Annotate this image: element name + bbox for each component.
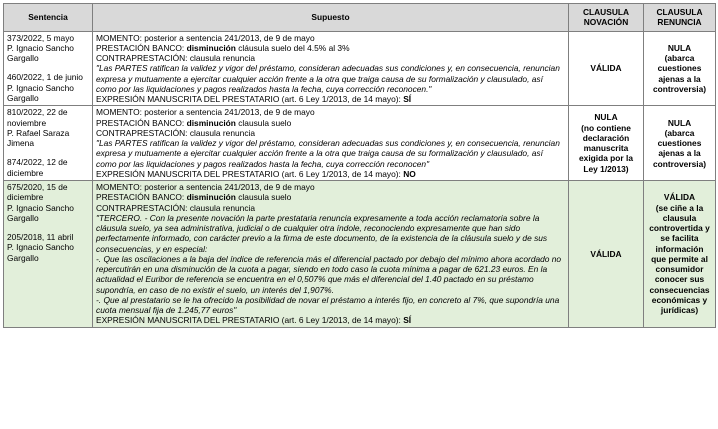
header-supuesto: Supuesto [93, 4, 569, 32]
header-sentencia: Sentencia [4, 4, 93, 32]
novacion-note: (no contiene declaración manuscrita exigida por la Ley 1/2013) [579, 122, 633, 174]
contra-line: CONTRAPRESTACIÓN: clausula renuncia [96, 202, 256, 213]
supuesto-cell [93, 31, 569, 106]
contra-line: CONTRAPRESTACIÓN: clausula renuncia [96, 53, 256, 63]
novacion-cell [569, 31, 644, 106]
renuncia-note: (abarca cuestiones ajenas a la controversia) [652, 53, 707, 94]
ponente: P. Ignacio Sancho Gargallo [7, 202, 74, 223]
ponente: P. Ignacio Sancho Gargallo [7, 242, 74, 263]
sentencia-ref: 460/2022, 1 de junio [7, 72, 83, 83]
clause-quote: "Las PARTES ratifican la validez y vigor del préstamo, consideran adecuadas sus condiciones y, en consecuencia, renuncian expresa y mutuamente a ejercitar cualquier acción frente a la otra que traiga causa de su formalización y clausulado, así como por las liquidaciones y pagos realizados hasta la fecha, cuya corrección reconocen" [96, 138, 560, 169]
clause-quote-point: -. Que las oscilaciones a la baja del índice de referencia más el diferencial pactado por debajo del mínimo ahora acordado no repercutirán en una disminución de la cuota a pagar, siendo en todo caso la cuota mínima a pagar de 621.23 euros. En la actualidad el Euribor de referencia se encuentra en el 0,507% que más el diferencial del 1.40 pactado en su préstamo supondría, en caso de no existir el suelo, un interés del 1,907%. [96, 253, 562, 295]
sentencia-cell [4, 31, 93, 106]
ponente: P. Ignacio Sancho Gargallo [7, 42, 74, 63]
momento-line: MOMENTO: posterior a sentencia 241/2013, de 9 de mayo [96, 32, 315, 43]
expresion-line: EXPRESIÓN MANUSCRITA DEL PRESTATARIO (art. 6 Ley 1/2013, de 14 mayo): SÍ [96, 315, 412, 326]
banco-line: PRESTACIÓN BANCO: disminución clausula suelo [96, 192, 292, 203]
sentencia-cell [4, 106, 93, 181]
ponente: P. Rafael Saraza Jimena [7, 127, 70, 148]
expresion-line: EXPRESIÓN MANUSCRITA DEL PRESTATARIO (art. 6 Ley 1/2013, de 14 mayo): SÍ [96, 94, 412, 104]
momento-line: MOMENTO: posterior a sentencia 241/2013, de 9 de mayo [96, 107, 315, 118]
renuncia-cell [644, 106, 716, 181]
sentencia-cell [4, 181, 93, 328]
contra-line: CONTRAPRESTACIÓN: clausula renuncia [96, 127, 256, 138]
renuncia-verdict: NULA [667, 42, 692, 53]
table-row [4, 181, 716, 328]
sentencia-ref: 205/2018, 11 abril [7, 232, 74, 242]
header-novacion: CLAUSULA NOVACIÓN [569, 4, 644, 32]
sentencia-ref: 675/2020, 15 de diciembre [7, 182, 68, 203]
header-row [4, 4, 716, 32]
novacion-verdict: VÁLIDA [590, 248, 622, 259]
supuesto-cell [93, 181, 569, 328]
table-row [4, 106, 716, 181]
renuncia-note: (abarca cuestiones ajenas a la controversia) [652, 127, 707, 169]
momento-line: MOMENTO: posterior a sentencia 241/2013, de 9 de mayo [96, 182, 315, 192]
sentencia-ref: 874/2022, 12 de diciembre [7, 157, 68, 178]
renuncia-verdict: NULA [667, 117, 692, 128]
renuncia-note: (se ciñe a la clausula controvertida y se facilita información que permite al consumidor conocer sus consecuencias económicas y jurídicas) [649, 202, 710, 315]
banco-line: PRESTACIÓN BANCO: disminución cláusula suelo del 4.5% al 3% [96, 42, 350, 53]
novacion-cell [569, 106, 644, 181]
novacion-verdict: VÁLIDA [590, 63, 622, 74]
header-renuncia: CLAUSULA RENUNCIA [644, 4, 716, 32]
renuncia-cell [644, 181, 716, 328]
sentencia-ref: 373/2022, 5 mayo [7, 32, 75, 43]
clause-quote-point: -. Que al prestatario se le ha ofrecido la posibilidad de novar el préstamo a interés fijo, en concreto al 7%, que supondría una cuota mensual fija de 1.245,77 euros" [96, 294, 560, 315]
supuesto-cell [93, 106, 569, 181]
table-row [4, 31, 716, 106]
novacion-verdict: NULA [594, 112, 618, 123]
clause-quote: "TERCERO. - Con la presente novación la parte prestataria renuncia expresamente a toda acción reclamatoria sobre la cláusula suelo, ya sea administrativa, judicial o de cualquier otra índole, reconociendo expresamente que han sido perfectamente informado, con carácter previo a la firma de este documento, de la existencia de la cláusula suelo y de sus consecuencias, y en especial: [96, 212, 548, 254]
novacion-cell [569, 181, 644, 328]
renuncia-verdict: VÁLIDA [663, 192, 696, 203]
expresion-line: EXPRESIÓN MANUSCRITA DEL PRESTATARIO (art. 6 Ley 1/2013, de 14 mayo): NO [96, 168, 416, 179]
banco-line: PRESTACIÓN BANCO: disminución clausula suelo [96, 117, 292, 128]
jurisprudence-table [3, 3, 716, 328]
sentencia-ref: 810/2022, 22 de noviembre [7, 107, 68, 128]
clause-quote: "Las PARTES ratifican la validez y vigor del préstamo, consideran adecuadas sus condiciones y, en consecuencia, renuncian expresa y mutuamente a ejercitar cualquier acción frente a la otra que traiga causa de su formalización y clausulado, así como por las liquidaciones y pagos realizados hasta la fecha, cuya corrección reconocen." [96, 63, 560, 94]
ponente: P. Ignacio Sancho Gargallo [7, 82, 74, 103]
renuncia-cell [644, 31, 716, 106]
